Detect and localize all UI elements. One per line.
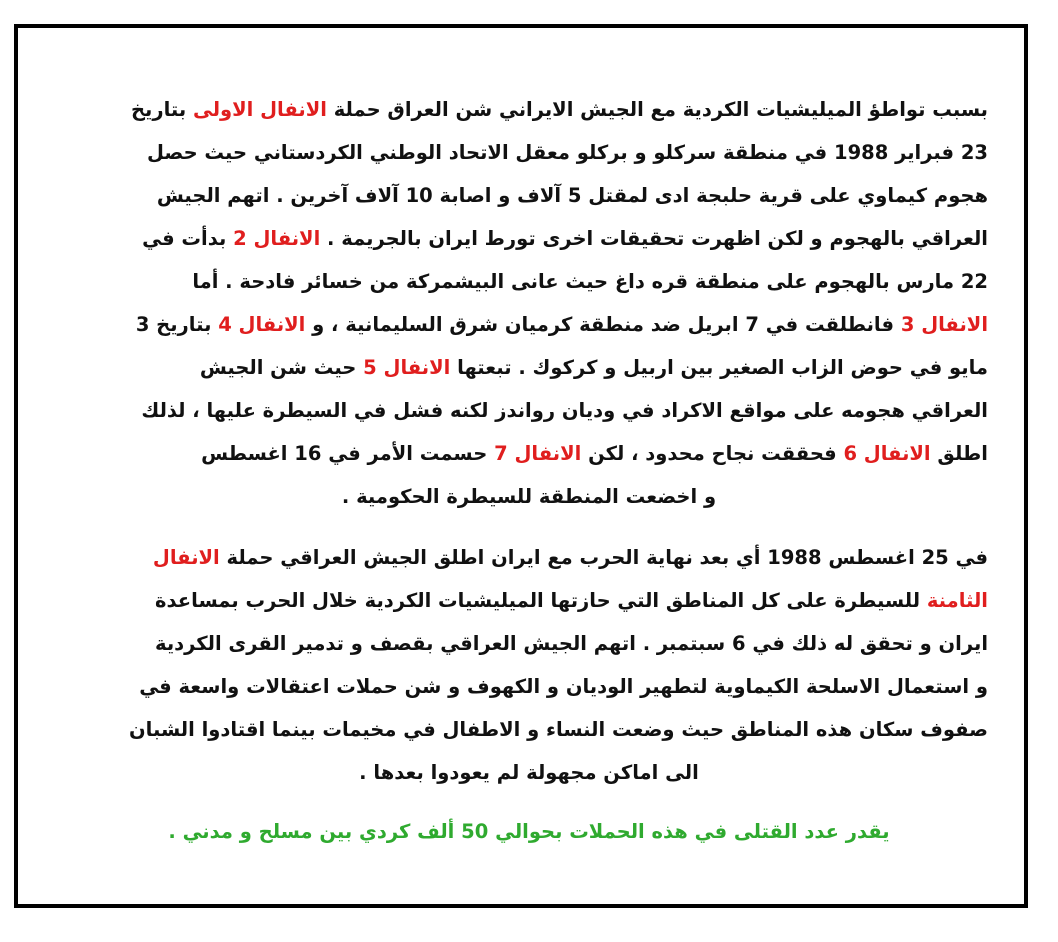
text-segment: في 25 اغسطس 1988 أي بعد نهاية الحرب مع ايران اطلق الجيش العراقي حملة bbox=[219, 546, 988, 569]
text-segment: ايران و تحقق له ذلك في 6 سبتمبر . اتهم الجيش العراقي بقصف و تدمير القرى الكردية bbox=[155, 632, 988, 655]
text-line bbox=[70, 432, 988, 475]
text-line bbox=[70, 751, 988, 794]
text-segment: العراقي هجومه على مواقع الاكراد في وديان رواندز لكنه فشل في السيطرة عليها ، لذلك bbox=[141, 399, 988, 422]
text-segment: اطلق bbox=[930, 442, 988, 465]
text-line bbox=[70, 217, 988, 260]
text-segment: بتاريخ 3 bbox=[135, 313, 219, 336]
text-line bbox=[70, 622, 988, 665]
text-line bbox=[70, 665, 988, 708]
text-line bbox=[70, 579, 988, 622]
text-line bbox=[70, 346, 988, 389]
highlighted-campaign-name: الانفال 2 bbox=[233, 227, 321, 250]
highlighted-campaign-name: الانفال 5 bbox=[363, 356, 451, 379]
text-segment: حسمت الأمر في 16 اغسطس bbox=[201, 442, 495, 465]
text-line bbox=[70, 131, 988, 174]
text-segment: العراقي بالهجوم و لكن اظهرت تحقيقات اخرى تورط ايران بالجريمة . bbox=[320, 227, 988, 250]
text-segment: بتاريخ bbox=[130, 98, 193, 121]
highlighted-campaign-name: الانفال 7 bbox=[494, 442, 582, 465]
text-segment: للسيطرة على كل المناطق التي حازتها الميليشيات الكردية خلال الحرب بمساعدة bbox=[155, 589, 927, 612]
text-line bbox=[70, 260, 988, 303]
text-segment: بدأت في bbox=[142, 227, 234, 250]
text-line bbox=[70, 88, 988, 131]
paragraph-anfal-8 bbox=[70, 536, 988, 794]
text-segment: 23 فبراير 1988 في منطقة سركلو و بركلو معقل الاتحاد الوطني الكردستاني حيث حصل bbox=[146, 141, 988, 164]
text-segment: بسبب تواطؤ الميليشيات الكردية مع الجيش الايراني شن العراق حملة bbox=[326, 98, 988, 121]
paragraph-casualties-conclusion: يقدر عدد القتلى في هذه الحملات بحوالي 50 ألف كردي بين مسلح و مدني . bbox=[168, 820, 890, 843]
paragraph-anfal-campaigns-1-7 bbox=[70, 88, 988, 518]
text-line bbox=[70, 174, 988, 217]
text-segment: الى اماكن مجهولة لم يعودوا بعدها . bbox=[359, 761, 699, 784]
text-line bbox=[70, 475, 988, 518]
text-segment: مايو في حوض الزاب الصغير بين اربيل و كركوك . تبعتها bbox=[450, 356, 988, 379]
text-segment: و اخضعت المنطقة للسيطرة الحكومية . bbox=[341, 485, 717, 508]
text-segment: حيث شن الجيش bbox=[199, 356, 364, 379]
highlighted-campaign-name: الانفال 3 bbox=[900, 313, 988, 336]
text-segment: و استعمال الاسلحة الكيماوية لتطهير الوديان و الكهوف و شن حملات اعتقالات واسعة في bbox=[139, 675, 988, 698]
text-line bbox=[70, 303, 988, 346]
text-line bbox=[70, 389, 988, 432]
text-segment: فحققت نجاح محدود ، لكن bbox=[581, 442, 844, 465]
text-line bbox=[70, 708, 988, 751]
text-segment: هجوم كيماوي على قرية حلبجة ادى لمقتل 5 آلاف و اصابة 10 آلاف آخرين . اتهم الجيش bbox=[156, 184, 988, 207]
text-segment: فانطلقت في 7 ابريل ضد منطقة كرميان شرق السليمانية ، و bbox=[305, 313, 901, 336]
highlighted-campaign-name: الانفال bbox=[152, 546, 220, 569]
highlighted-campaign-name: الانفال الاولى bbox=[192, 98, 327, 121]
text-segment: صفوف سكان هذه المناطق حيث وضعت النساء و الاطفال في مخيمات بينما اقتادوا الشبان bbox=[129, 718, 988, 741]
highlighted-campaign-name: الانفال 6 bbox=[843, 442, 931, 465]
highlighted-campaign-name: الانفال 4 bbox=[218, 313, 306, 336]
text-segment: 22 مارس بالهجوم على منطقة قره داغ حيث عانى البيشمركة من خسائر فادحة . أما bbox=[192, 270, 988, 293]
highlighted-campaign-name: الثامنة bbox=[926, 589, 988, 612]
text-line bbox=[70, 536, 988, 579]
